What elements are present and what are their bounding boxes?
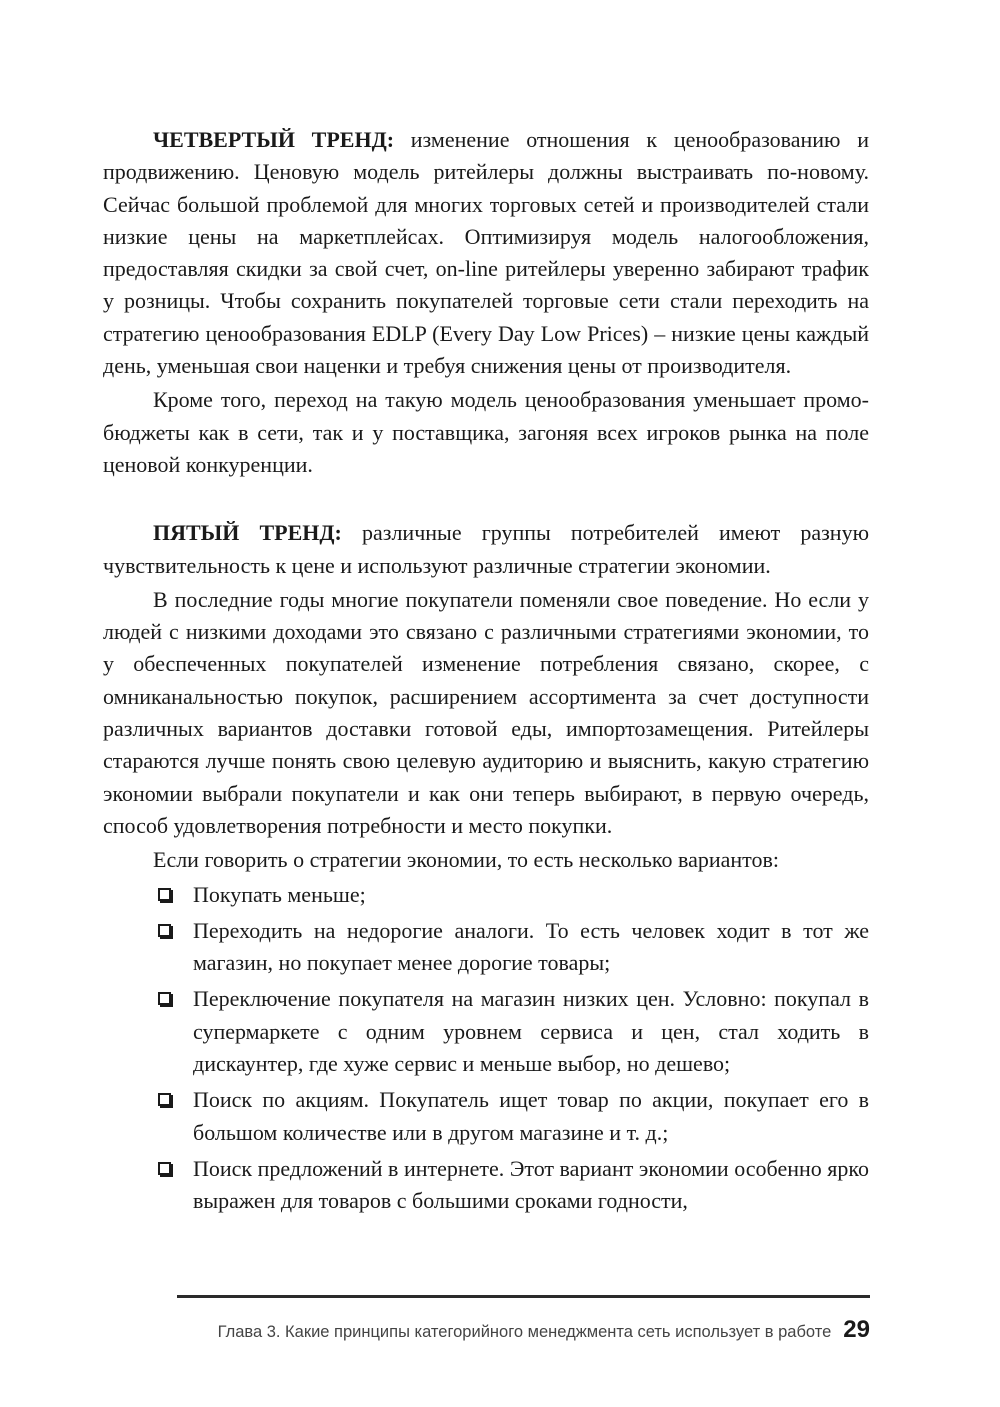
checkbox-bullet-icon xyxy=(158,1093,171,1106)
page-number: 29 xyxy=(843,1316,870,1343)
trend5-lead: ПЯТЫЙ ТРЕНД: xyxy=(153,520,342,546)
trend5-paragraph-3: Если говорить о стратегии экономии, то есть несколько вариантов: xyxy=(153,847,779,873)
economy-strategies-list xyxy=(103,879,869,1218)
chapter-title: Глава 3. Какие принципы категорийного менеджмента сеть использует в работе xyxy=(217,1323,832,1341)
section-gap xyxy=(103,481,869,517)
page-footer xyxy=(177,1316,870,1344)
list-item-text: Поиск по акциям. Покупатель ищет товар по акции, покупает его в большом количестве или в другом магазине и т. д.; xyxy=(193,1087,869,1145)
list-item xyxy=(103,1153,869,1218)
trend5-text: различные группы потребителей имеют разную чувствительность к цене и используют различные стратегии экономии. xyxy=(103,520,870,578)
checkbox-bullet-icon xyxy=(158,888,171,901)
list-item-text: Поиск предложений в интернете. Этот вариант экономии особенно ярко выражен для товаров с большими сроками годности, xyxy=(193,1155,869,1214)
list-item-text: Переходить на недорогие аналоги. То есть человек ходит в тот же магазин, но покупает менее дорогие товары; xyxy=(193,917,869,976)
trend5-paragraph-2: В последние годы многие покупатели поменяли свое поведение. Но если у людей с низкими доходами это связано с различными стратегиями экономии, то у обеспеченных покупателей изменение потребления связано, скорее, с омниканальностью покупок, расширением ассортимента за счет доступности различных вариантов доставки готовой еды, импортозамещения. Ритейлеры стараются лучше понять свою целевую аудиторию и выяснить, какую стратегию экономии выбрали покупатели и как они теперь выбирают, в первую очередь, способ удовлетворения потребности и место покупки. xyxy=(103,586,869,838)
list-item xyxy=(103,983,869,1080)
page-body xyxy=(103,124,869,1222)
trend4-lead: ЧЕТВЕРТЫЙ ТРЕНД: xyxy=(153,127,395,152)
checkbox-bullet-icon xyxy=(158,992,171,1005)
list-item-text: Покупать меньше; xyxy=(193,881,366,907)
trend4-paragraph xyxy=(103,124,869,382)
list-item xyxy=(103,879,869,911)
checkbox-bullet-icon xyxy=(158,1162,171,1175)
checkbox-bullet-icon xyxy=(158,924,171,937)
trend4-text: изменение отношения к ценообразованию и продвижению. Ценовую модель ритейлеры должны выстраивать по-новому. Сейчас большой проблемой для многих торговых сетей и производителей стали низкие цены на маркетплейсах. Оптимизируя модель налогообложения, предоставляя скидки за свой счет, on-line ритейлеры уверенно забирают трафик у розницы. Чтобы сохранить покупателей торговые сети стали переходить на стратегию ценообразования EDLP (Every Day Low Prices) – низкие цены каждый день, уменьшая свои наценки и требуя снижения цены от производителя. xyxy=(103,127,869,379)
list-item xyxy=(103,1084,869,1149)
list-item xyxy=(103,915,869,980)
trend5-paragraph xyxy=(103,517,869,582)
footer-divider xyxy=(177,1295,870,1298)
trend4-paragraph-2: Кроме того, переход на такую модель ценообразования уменьшает промо-бюджеты как в сети, так и у поставщика, загоняя всех игроков рынка на поле ценовой конкуренции. xyxy=(103,387,869,477)
list-item-text: Переключение покупателя на магазин низких цен. Условно: покупал в супермаркете с одним уровнем сервиса и цен, стал ходить в дискаунтер, где хуже сервис и меньше выбор, но дешево; xyxy=(193,986,869,1077)
